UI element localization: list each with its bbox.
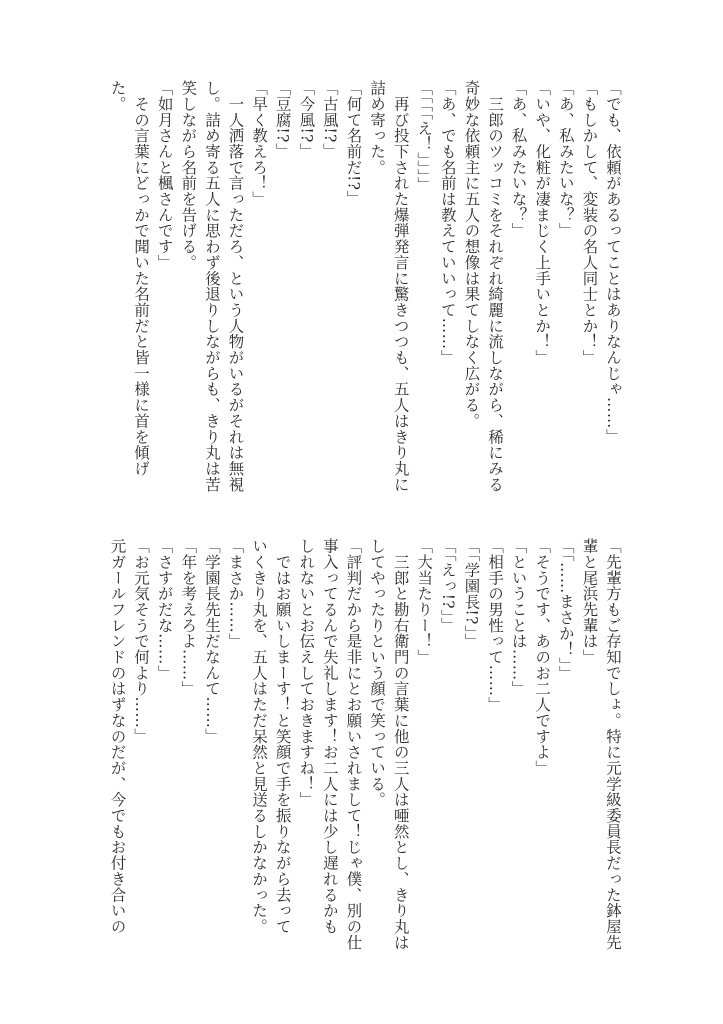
text-line: 「「「「え！」」」」 bbox=[415, 80, 434, 193]
text-line: ではお願いしまーす！と笑顔で手を振りながら去って bbox=[273, 538, 292, 935]
text-line: た。 bbox=[108, 80, 127, 112]
text-line: 元ガールフレンドのはずなのだが、今でもお付き合いの bbox=[108, 538, 127, 935]
text-line: 「如月さんと楓さんです」 bbox=[155, 80, 174, 271]
text-line: 「先輩方もご存知でしょ。特に元学級委員長だった鉢屋先 bbox=[604, 538, 622, 951]
text-line: 「もしかして、変装の名人同士とか！」 bbox=[580, 80, 599, 366]
text-line: その言葉にどっかで聞いた名前だと皆一様に首を傾げ bbox=[132, 80, 151, 477]
text-line: 三郎のツッコミをそれぞれ綺麗に流しながら、稀にみる bbox=[486, 80, 505, 493]
text-line: 「そうです、あのお二人ですよ」 bbox=[533, 538, 552, 776]
text-line: 「まさか……」 bbox=[226, 538, 245, 649]
text-line: 「あ、でも名前は教えていいって……」 bbox=[438, 80, 457, 366]
text-line: 「相手の男性って……」 bbox=[486, 538, 505, 713]
text-line: 「今風!?」 bbox=[297, 80, 316, 159]
text-line: 「「……まさか！」」 bbox=[556, 538, 575, 682]
upper-text-block bbox=[105, 80, 624, 520]
text-line: 笑しながら名前を告げる。 bbox=[179, 80, 198, 271]
text-line: 「さすがだな……」 bbox=[155, 538, 174, 681]
text-line: 「あ、私みたいな？」 bbox=[509, 80, 528, 239]
text-line: 三郎と勘右衛門の言葉に他の三人は唖然とし、きり丸は bbox=[391, 538, 410, 951]
text-line: 奇妙な依頼主に五人の想像は果てしなく広がる。 bbox=[462, 80, 481, 429]
text-line: 「学園長先生だなんて……」 bbox=[202, 538, 221, 745]
text-line: し。詰め寄る五人に思わず後退りしながらも、きり丸は苦 bbox=[202, 80, 221, 493]
text-line: いくきり丸を、五人はただ呆然と見送るしかなかった。 bbox=[250, 538, 269, 935]
text-line: 「お元気そうで何より……」 bbox=[132, 538, 151, 745]
text-line: 「大当たりー！」 bbox=[415, 538, 434, 665]
text-line: 詰め寄った。 bbox=[368, 80, 387, 176]
text-line: 「あ、私みたいな？」 bbox=[556, 80, 575, 239]
text-line: 「ということは……」 bbox=[509, 538, 528, 697]
text-line: 事入ってるんで失礼します！お二人には少し遅れるかも bbox=[320, 538, 339, 935]
lower-text-block bbox=[105, 538, 624, 978]
text-line: 「いや、化粧が凄まじく上手いとか！」 bbox=[533, 80, 552, 366]
text-line: 「「学園長!?」」 bbox=[462, 538, 481, 649]
text-line: しれないとお伝えしておきますね！」 bbox=[297, 538, 316, 808]
text-line: 「豆腐!?」 bbox=[273, 80, 292, 159]
text-line: 再び投下された爆弾発言に驚きつつも、五人はきり丸に bbox=[391, 80, 410, 493]
text-line: 「早く教えろ！」 bbox=[250, 80, 269, 207]
text-line: 一人洒落で言っただろ、という人物がいるがそれは無視 bbox=[226, 80, 245, 493]
text-line: 「「えっ!?」」 bbox=[438, 538, 457, 634]
text-line: してやったりという顔で笑っている。 bbox=[368, 538, 387, 808]
text-line: 「古風!?」 bbox=[320, 80, 339, 159]
text-line: 「何て名前だ!?」 bbox=[344, 80, 363, 207]
text-line: 「でも、依頼があるってことはありなんじゃ……」 bbox=[604, 80, 622, 445]
text-line: 輩と尾浜先輩は」 bbox=[580, 538, 599, 665]
text-line: 「評判だから是非にとお願いされまして！じゃ僕、別の仕 bbox=[344, 538, 363, 951]
text-line: 「年を考えろよ……」 bbox=[179, 538, 198, 697]
